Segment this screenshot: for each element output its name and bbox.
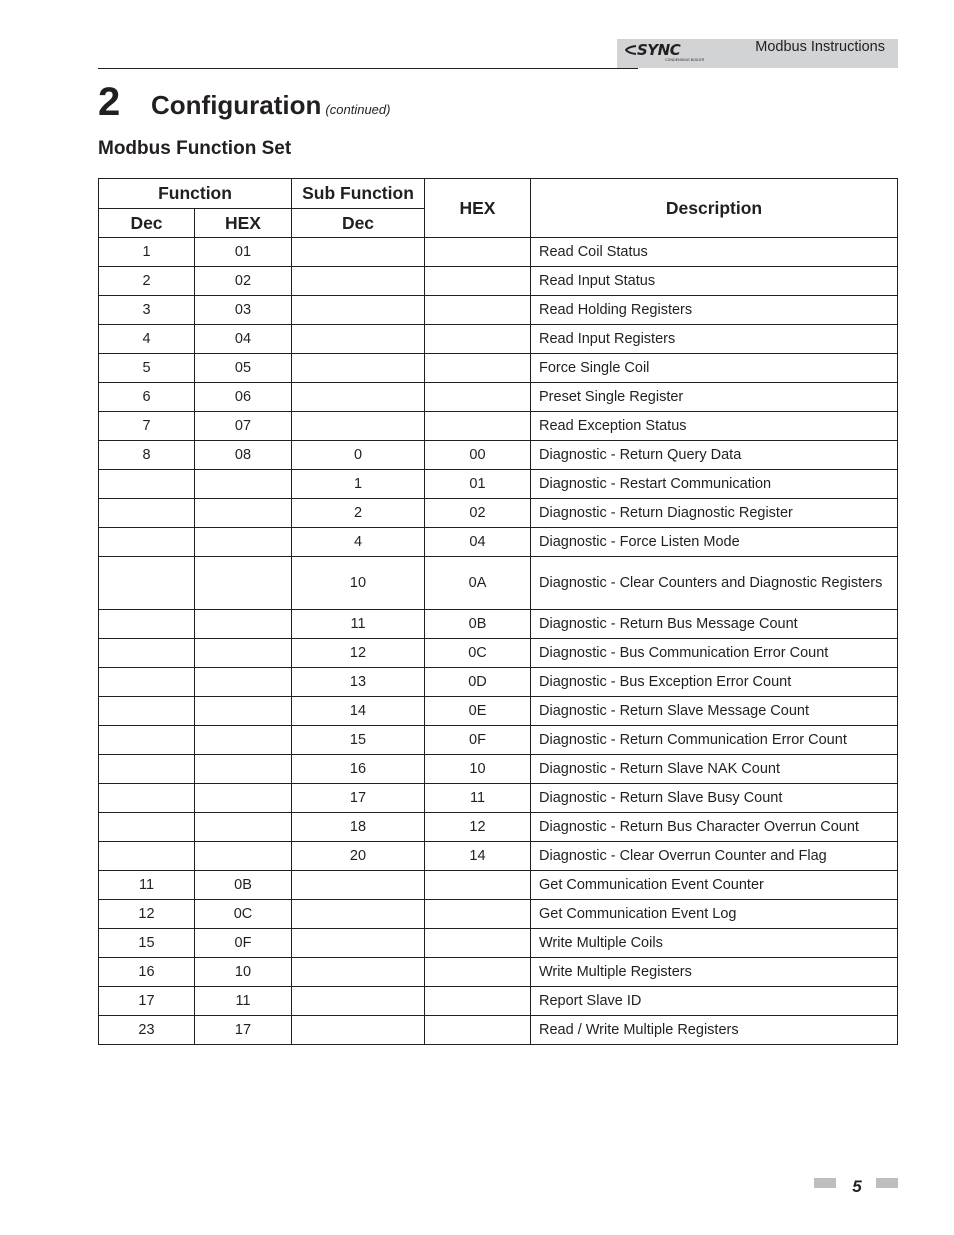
hex-cell: 02 <box>425 499 531 528</box>
header-sub-function-dec: Dec <box>292 209 425 238</box>
function-hex-cell <box>195 639 292 668</box>
description-cell: Read / Write Multiple Registers <box>531 1016 898 1045</box>
description-cell: Read Input Registers <box>531 325 898 354</box>
table-row <box>99 900 898 929</box>
function-hex-cell: 0C <box>195 900 292 929</box>
description-cell: Diagnostic - Return Bus Message Count <box>531 610 898 639</box>
hex-cell <box>425 354 531 383</box>
description-cell: Diagnostic - Return Slave NAK Count <box>531 755 898 784</box>
chapter-title: Configuration <box>151 90 322 120</box>
table-row <box>99 499 898 528</box>
table-row <box>99 412 898 441</box>
sub-function-dec-cell <box>292 900 425 929</box>
sub-function-dec-cell <box>292 354 425 383</box>
function-dec-cell: 16 <box>99 958 195 987</box>
table-row <box>99 610 898 639</box>
description-cell: Diagnostic - Bus Communication Error Count <box>531 639 898 668</box>
function-hex-cell: 0B <box>195 871 292 900</box>
page-bar-left <box>814 1178 836 1188</box>
function-dec-cell: 3 <box>99 296 195 325</box>
function-dec-cell: 11 <box>99 871 195 900</box>
sub-function-dec-cell: 15 <box>292 726 425 755</box>
description-cell: Preset Single Register <box>531 383 898 412</box>
function-hex-cell <box>195 499 292 528</box>
hex-cell <box>425 1016 531 1045</box>
hex-cell <box>425 412 531 441</box>
description-cell: Read Coil Status <box>531 238 898 267</box>
sub-function-dec-cell: 12 <box>292 639 425 668</box>
table-row <box>99 1016 898 1045</box>
description-cell: Diagnostic - Clear Overrun Counter and Flag <box>531 842 898 871</box>
description-cell: Write Multiple Coils <box>531 929 898 958</box>
description-cell: Read Exception Status <box>531 412 898 441</box>
description-cell: Diagnostic - Return Slave Message Count <box>531 697 898 726</box>
function-dec-cell <box>99 755 195 784</box>
sub-function-dec-cell: 11 <box>292 610 425 639</box>
hex-cell: 0C <box>425 639 531 668</box>
table-row <box>99 987 898 1016</box>
sub-function-dec-cell <box>292 267 425 296</box>
function-hex-cell <box>195 813 292 842</box>
table-row <box>99 813 898 842</box>
logo-subtext: CONDENSING BOILER <box>665 58 705 62</box>
table-row <box>99 842 898 871</box>
function-hex-cell: 10 <box>195 958 292 987</box>
sub-function-dec-cell: 1 <box>292 470 425 499</box>
sub-function-dec-cell <box>292 958 425 987</box>
hex-cell <box>425 296 531 325</box>
document-header <box>617 39 898 68</box>
hex-cell: 12 <box>425 813 531 842</box>
sub-function-dec-cell <box>292 412 425 441</box>
section-title: Modbus Function Set <box>98 138 292 159</box>
table-row <box>99 697 898 726</box>
table-row <box>99 784 898 813</box>
description-cell: Diagnostic - Return Slave Busy Count <box>531 784 898 813</box>
description-cell: Read Input Status <box>531 267 898 296</box>
function-hex-cell <box>195 470 292 499</box>
hex-cell: 0A <box>425 557 531 610</box>
sub-function-dec-cell <box>292 325 425 354</box>
page-number: 5 <box>852 1177 862 1196</box>
function-hex-cell: 05 <box>195 354 292 383</box>
function-hex-cell <box>195 610 292 639</box>
table-row <box>99 639 898 668</box>
sub-function-dec-cell: 4 <box>292 528 425 557</box>
hex-cell <box>425 958 531 987</box>
sub-function-dec-cell: 13 <box>292 668 425 697</box>
description-cell: Diagnostic - Return Query Data <box>531 441 898 470</box>
function-dec-cell <box>99 557 195 610</box>
hex-cell: 0B <box>425 610 531 639</box>
table-row <box>99 238 898 267</box>
description-cell: Diagnostic - Clear Counters and Diagnostic Registers <box>531 557 898 610</box>
function-dec-cell <box>99 610 195 639</box>
table-row <box>99 528 898 557</box>
function-dec-cell: 15 <box>99 929 195 958</box>
hex-cell <box>425 238 531 267</box>
function-dec-cell <box>99 726 195 755</box>
description-cell: Diagnostic - Bus Exception Error Count <box>531 668 898 697</box>
table-row <box>99 296 898 325</box>
function-dec-cell: 8 <box>99 441 195 470</box>
function-hex-cell: 02 <box>195 267 292 296</box>
hex-cell: 0E <box>425 697 531 726</box>
function-hex-cell: 07 <box>195 412 292 441</box>
function-dec-cell <box>99 697 195 726</box>
chapter-number: 2 <box>98 80 121 124</box>
function-hex-cell: 04 <box>195 325 292 354</box>
hex-cell: 14 <box>425 842 531 871</box>
sub-function-dec-cell <box>292 383 425 412</box>
function-hex-cell <box>195 528 292 557</box>
header-description: Description <box>531 179 898 238</box>
hex-cell: 11 <box>425 784 531 813</box>
function-hex-cell: 11 <box>195 987 292 1016</box>
sub-function-dec-cell <box>292 929 425 958</box>
header-function-dec: Dec <box>99 209 195 238</box>
function-dec-cell <box>99 528 195 557</box>
function-dec-cell: 12 <box>99 900 195 929</box>
function-dec-cell <box>99 784 195 813</box>
page-bar-right <box>876 1178 898 1188</box>
description-cell: Get Communication Event Counter <box>531 871 898 900</box>
modbus-function-table <box>98 178 898 1045</box>
sub-function-dec-cell: 17 <box>292 784 425 813</box>
header-function: Function <box>99 179 292 209</box>
sub-function-dec-cell <box>292 871 425 900</box>
function-dec-cell: 17 <box>99 987 195 1016</box>
function-hex-cell <box>195 726 292 755</box>
function-hex-cell <box>195 842 292 871</box>
function-dec-cell: 4 <box>99 325 195 354</box>
function-dec-cell: 23 <box>99 1016 195 1045</box>
header-sub-function: Sub Function <box>292 179 425 209</box>
sub-function-dec-cell: 0 <box>292 441 425 470</box>
description-cell: Diagnostic - Restart Communication <box>531 470 898 499</box>
sub-function-dec-cell <box>292 1016 425 1045</box>
table-row <box>99 441 898 470</box>
function-dec-cell <box>99 842 195 871</box>
table-row <box>99 929 898 958</box>
sub-function-dec-cell <box>292 238 425 267</box>
function-hex-cell <box>195 784 292 813</box>
function-hex-cell: 0F <box>195 929 292 958</box>
function-dec-cell <box>99 499 195 528</box>
chapter-continued: (continued) <box>325 102 391 117</box>
description-cell: Force Single Coil <box>531 354 898 383</box>
function-dec-cell <box>99 470 195 499</box>
table-row <box>99 354 898 383</box>
table-row <box>99 325 898 354</box>
function-hex-cell <box>195 697 292 726</box>
function-hex-cell <box>195 557 292 610</box>
function-hex-cell <box>195 755 292 784</box>
hex-cell <box>425 267 531 296</box>
function-dec-cell: 6 <box>99 383 195 412</box>
description-cell: Read Holding Registers <box>531 296 898 325</box>
function-hex-cell: 03 <box>195 296 292 325</box>
function-hex-cell <box>195 668 292 697</box>
table-row <box>99 726 898 755</box>
hex-cell <box>425 987 531 1016</box>
sub-function-dec-cell: 16 <box>292 755 425 784</box>
logo-swoosh-icon <box>625 45 637 55</box>
function-hex-cell: 01 <box>195 238 292 267</box>
sub-function-dec-cell: 18 <box>292 813 425 842</box>
table-row <box>99 755 898 784</box>
header-rule <box>98 68 638 69</box>
hex-cell: 00 <box>425 441 531 470</box>
table-row <box>99 871 898 900</box>
table-row <box>99 668 898 697</box>
description-cell: Get Communication Event Log <box>531 900 898 929</box>
document-title: Modbus Instructions <box>755 39 885 55</box>
function-dec-cell: 1 <box>99 238 195 267</box>
function-dec-cell: 5 <box>99 354 195 383</box>
hex-cell <box>425 900 531 929</box>
sub-function-dec-cell: 2 <box>292 499 425 528</box>
hex-cell: 10 <box>425 755 531 784</box>
header-function-hex: HEX <box>195 209 292 238</box>
hex-cell: 04 <box>425 528 531 557</box>
function-dec-cell <box>99 813 195 842</box>
chapter-heading <box>151 88 390 127</box>
sub-function-dec-cell: 14 <box>292 697 425 726</box>
brand-logo <box>625 41 705 65</box>
hex-cell <box>425 325 531 354</box>
sub-function-dec-cell <box>292 296 425 325</box>
function-dec-cell: 7 <box>99 412 195 441</box>
function-hex-cell: 17 <box>195 1016 292 1045</box>
description-cell: Report Slave ID <box>531 987 898 1016</box>
hex-cell <box>425 929 531 958</box>
hex-cell <box>425 871 531 900</box>
table-row <box>99 383 898 412</box>
hex-cell: 0D <box>425 668 531 697</box>
function-dec-cell <box>99 639 195 668</box>
hex-cell: 01 <box>425 470 531 499</box>
description-cell: Diagnostic - Return Bus Character Overrun Count <box>531 813 898 842</box>
sub-function-dec-cell: 20 <box>292 842 425 871</box>
header-hex: HEX <box>425 179 531 238</box>
table-row <box>99 267 898 296</box>
sub-function-dec-cell: 10 <box>292 557 425 610</box>
hex-cell <box>425 383 531 412</box>
description-cell: Diagnostic - Return Diagnostic Register <box>531 499 898 528</box>
table-row <box>99 958 898 987</box>
function-hex-cell: 06 <box>195 383 292 412</box>
table-row <box>99 557 898 610</box>
table-body <box>99 238 898 1045</box>
description-cell: Diagnostic - Force Listen Mode <box>531 528 898 557</box>
description-cell: Write Multiple Registers <box>531 958 898 987</box>
logo-text: SYNC <box>637 41 681 59</box>
function-dec-cell: 2 <box>99 267 195 296</box>
sub-function-dec-cell <box>292 987 425 1016</box>
function-dec-cell <box>99 668 195 697</box>
description-cell: Diagnostic - Return Communication Error Count <box>531 726 898 755</box>
table-row <box>99 470 898 499</box>
function-hex-cell: 08 <box>195 441 292 470</box>
hex-cell: 0F <box>425 726 531 755</box>
